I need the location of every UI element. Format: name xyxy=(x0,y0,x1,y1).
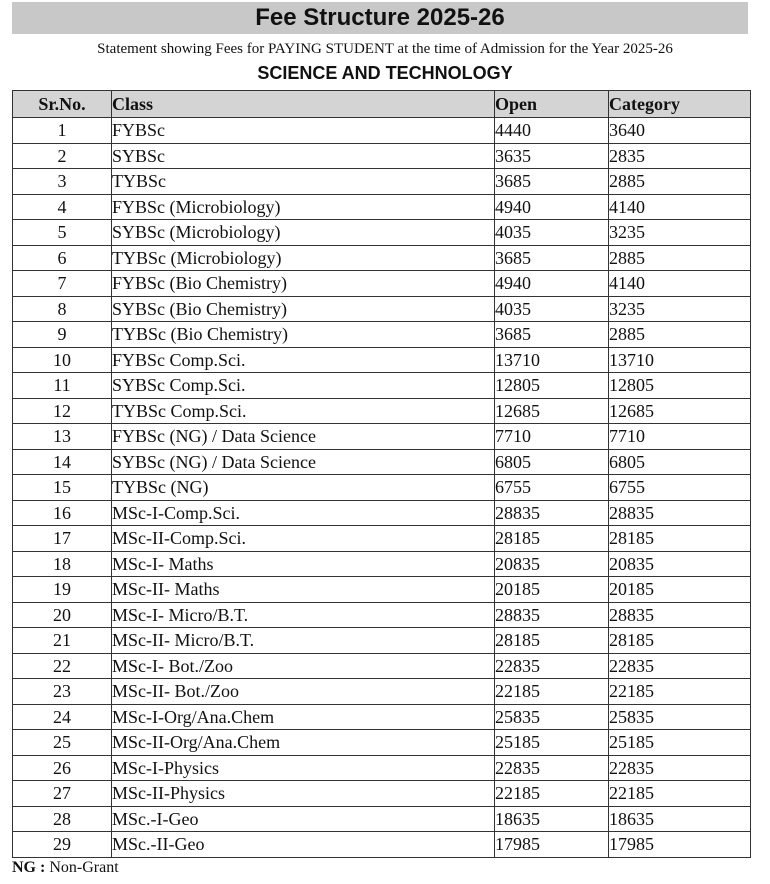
cell-sr-no: 15 xyxy=(13,475,112,501)
cell-open: 28835 xyxy=(495,602,609,628)
cell-open: 25835 xyxy=(495,704,609,730)
cell-sr-no: 12 xyxy=(13,398,112,424)
table-row xyxy=(13,781,751,807)
cell-category: 3640 xyxy=(609,118,751,144)
cell-category: 28835 xyxy=(609,602,751,628)
cell-category: 4140 xyxy=(609,194,751,220)
cell-sr-no: 13 xyxy=(13,424,112,450)
cell-sr-no: 6 xyxy=(13,245,112,271)
cell-sr-no: 21 xyxy=(13,628,112,654)
cell-open: 28185 xyxy=(495,628,609,654)
cell-open: 6755 xyxy=(495,475,609,501)
cell-open: 4035 xyxy=(495,220,609,246)
cell-sr-no: 18 xyxy=(13,551,112,577)
cell-category: 25835 xyxy=(609,704,751,730)
table-row xyxy=(13,271,751,297)
table-header-row xyxy=(13,91,751,118)
column-header-category: Category xyxy=(609,91,751,118)
cell-class: FYBSc xyxy=(112,118,495,144)
cell-sr-no: 22 xyxy=(13,653,112,679)
cell-open: 3635 xyxy=(495,143,609,169)
table-row xyxy=(13,296,751,322)
table-row xyxy=(13,398,751,424)
cell-sr-no: 19 xyxy=(13,577,112,603)
table-row xyxy=(13,322,751,348)
cell-class: SYBSc (Microbiology) xyxy=(112,220,495,246)
cell-class: FYBSc (Bio Chemistry) xyxy=(112,271,495,297)
cell-class: MSc-I-Comp.Sci. xyxy=(112,500,495,526)
statement-subtitle: Statement showing Fees for PAYING STUDENT at the time of Admission for the Year 2025-26 xyxy=(97,41,673,57)
table-row xyxy=(13,143,751,169)
cell-sr-no: 24 xyxy=(13,704,112,730)
cell-class: SYBSc Comp.Sci. xyxy=(112,373,495,399)
table-row xyxy=(13,500,751,526)
cell-open: 4940 xyxy=(495,194,609,220)
cell-open: 28835 xyxy=(495,500,609,526)
cell-open: 22835 xyxy=(495,653,609,679)
cell-sr-no: 1 xyxy=(13,118,112,144)
cell-open: 25185 xyxy=(495,730,609,756)
cell-category: 6755 xyxy=(609,475,751,501)
table-row xyxy=(13,526,751,552)
cell-category: 3235 xyxy=(609,220,751,246)
table-row xyxy=(13,449,751,475)
section-heading: SCIENCE AND TECHNOLOGY xyxy=(257,63,513,83)
cell-open: 22835 xyxy=(495,755,609,781)
cell-class: MSc.-II-Geo xyxy=(112,832,495,858)
cell-sr-no: 9 xyxy=(13,322,112,348)
table-row xyxy=(13,347,751,373)
cell-open: 20185 xyxy=(495,577,609,603)
table-row xyxy=(13,475,751,501)
cell-category: 7710 xyxy=(609,424,751,450)
footnote xyxy=(12,858,119,878)
cell-class: MSc-II-Org/Ana.Chem xyxy=(112,730,495,756)
cell-category: 3235 xyxy=(609,296,751,322)
cell-sr-no: 27 xyxy=(13,781,112,807)
cell-class: SYBSc (Bio Chemistry) xyxy=(112,296,495,322)
cell-sr-no: 16 xyxy=(13,500,112,526)
column-header-open: Open xyxy=(495,91,609,118)
cell-open: 18635 xyxy=(495,806,609,832)
cell-sr-no: 26 xyxy=(13,755,112,781)
cell-class: MSc.-I-Geo xyxy=(112,806,495,832)
cell-open: 13710 xyxy=(495,347,609,373)
table-row xyxy=(13,679,751,705)
cell-class: MSc-II-Comp.Sci. xyxy=(112,526,495,552)
cell-sr-no: 11 xyxy=(13,373,112,399)
fee-table xyxy=(12,90,751,858)
cell-class: MSc-II- Maths xyxy=(112,577,495,603)
table-row xyxy=(13,118,751,144)
cell-class: TYBSc Comp.Sci. xyxy=(112,398,495,424)
cell-sr-no: 4 xyxy=(13,194,112,220)
page-title: Fee Structure 2025-26 xyxy=(12,2,748,34)
cell-open: 3685 xyxy=(495,322,609,348)
cell-open: 22185 xyxy=(495,781,609,807)
table-row xyxy=(13,704,751,730)
table-row xyxy=(13,832,751,858)
cell-open: 4940 xyxy=(495,271,609,297)
cell-open: 4440 xyxy=(495,118,609,144)
cell-category: 22835 xyxy=(609,755,751,781)
cell-category: 2885 xyxy=(609,169,751,195)
table-row xyxy=(13,806,751,832)
table-row xyxy=(13,194,751,220)
cell-category: 12685 xyxy=(609,398,751,424)
cut-off-text-line xyxy=(12,879,752,884)
cell-class: MSc-I- Micro/B.T. xyxy=(112,602,495,628)
cell-class: TYBSc (Bio Chemistry) xyxy=(112,322,495,348)
cell-class: TYBSc (Microbiology) xyxy=(112,245,495,271)
cell-class: TYBSc (NG) xyxy=(112,475,495,501)
cell-category: 13710 xyxy=(609,347,751,373)
cell-class: MSc-II- Micro/B.T. xyxy=(112,628,495,654)
cell-sr-no: 25 xyxy=(13,730,112,756)
table-row xyxy=(13,424,751,450)
footnote-abbreviation: NG : xyxy=(12,859,46,876)
cell-category: 4140 xyxy=(609,271,751,297)
cell-open: 3685 xyxy=(495,245,609,271)
cell-category: 20835 xyxy=(609,551,751,577)
cell-category: 6805 xyxy=(609,449,751,475)
cell-category: 17985 xyxy=(609,832,751,858)
cell-sr-no: 17 xyxy=(13,526,112,552)
table-row xyxy=(13,755,751,781)
cell-sr-no: 5 xyxy=(13,220,112,246)
table-row xyxy=(13,730,751,756)
cell-open: 12685 xyxy=(495,398,609,424)
cell-open: 28185 xyxy=(495,526,609,552)
cell-class: SYBSc xyxy=(112,143,495,169)
footnote-text: Non-Grant xyxy=(49,859,119,876)
cell-category: 28185 xyxy=(609,526,751,552)
cell-open: 12805 xyxy=(495,373,609,399)
cell-sr-no: 8 xyxy=(13,296,112,322)
cell-open: 20835 xyxy=(495,551,609,577)
cell-category: 28185 xyxy=(609,628,751,654)
cell-sr-no: 28 xyxy=(13,806,112,832)
cell-sr-no: 3 xyxy=(13,169,112,195)
table-row xyxy=(13,245,751,271)
cell-category: 20185 xyxy=(609,577,751,603)
table-row xyxy=(13,220,751,246)
cell-open: 7710 xyxy=(495,424,609,450)
cell-sr-no: 7 xyxy=(13,271,112,297)
cell-open: 17985 xyxy=(495,832,609,858)
cell-class: FYBSc (NG) / Data Science xyxy=(112,424,495,450)
cell-sr-no: 20 xyxy=(13,602,112,628)
cell-sr-no: 23 xyxy=(13,679,112,705)
cell-class: FYBSc (Microbiology) xyxy=(112,194,495,220)
cell-open: 3685 xyxy=(495,169,609,195)
cell-category: 2885 xyxy=(609,322,751,348)
cell-class: FYBSc Comp.Sci. xyxy=(112,347,495,373)
table-body xyxy=(13,118,751,858)
table-row xyxy=(13,551,751,577)
cell-class: MSc-II- Bot./Zoo xyxy=(112,679,495,705)
cell-category: 22185 xyxy=(609,781,751,807)
cell-class: MSc-I-Physics xyxy=(112,755,495,781)
table-row xyxy=(13,577,751,603)
table-row xyxy=(13,653,751,679)
cell-open: 22185 xyxy=(495,679,609,705)
cell-class: MSc-I- Bot./Zoo xyxy=(112,653,495,679)
cell-category: 2885 xyxy=(609,245,751,271)
cell-sr-no: 29 xyxy=(13,832,112,858)
cell-category: 25185 xyxy=(609,730,751,756)
cell-class: TYBSc xyxy=(112,169,495,195)
cell-class: MSc-I- Maths xyxy=(112,551,495,577)
table-row xyxy=(13,373,751,399)
cell-sr-no: 10 xyxy=(13,347,112,373)
cell-sr-no: 2 xyxy=(13,143,112,169)
table-row xyxy=(13,169,751,195)
column-header-sr-no: Sr.No. xyxy=(13,91,112,118)
cell-category: 18635 xyxy=(609,806,751,832)
cell-category: 2835 xyxy=(609,143,751,169)
table-row xyxy=(13,628,751,654)
cell-open: 6805 xyxy=(495,449,609,475)
table-row xyxy=(13,602,751,628)
cell-class: MSc-II-Physics xyxy=(112,781,495,807)
cell-sr-no: 14 xyxy=(13,449,112,475)
cell-category: 28835 xyxy=(609,500,751,526)
cell-category: 22835 xyxy=(609,653,751,679)
cell-category: 12805 xyxy=(609,373,751,399)
cell-class: SYBSc (NG) / Data Science xyxy=(112,449,495,475)
cell-category: 22185 xyxy=(609,679,751,705)
column-header-class: Class xyxy=(112,91,495,118)
cell-open: 4035 xyxy=(495,296,609,322)
cell-class: MSc-I-Org/Ana.Chem xyxy=(112,704,495,730)
